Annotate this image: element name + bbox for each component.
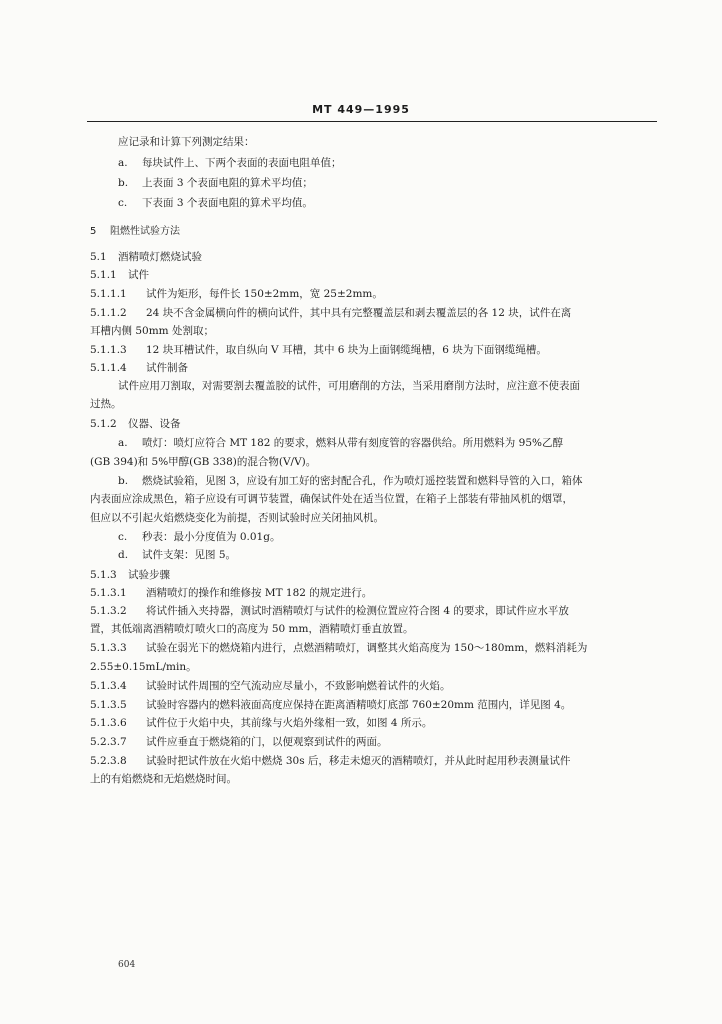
clause-5-1-3-3: 5.1.3.3 试验在弱光下的燃烧箱内进行，点燃酒精喷灯，调整其火焰高度为 150～180mm，燃料消耗为: [90, 642, 588, 654]
equipment-item-a-cont: (GB 394)和 5%甲醇(GB 338)的混合物(V/V)。: [90, 456, 317, 468]
clause-5-2-3-8-cont: 上的有焰燃烧和无焰燃烧时间。: [90, 773, 237, 785]
clause-5-1-3-2-cont: 置，其低端离酒精喷灯喷火口的高度为 50 mm，酒精喷灯垂直放置。: [90, 623, 414, 635]
equipment-item-c: c. 秒表：最小分度值为 0.01g。: [118, 531, 281, 543]
section-heading-5-1-3: 5.1.3 试验步骤: [90, 569, 170, 581]
section-heading-5-1-1: 5.1.1 试件: [90, 269, 149, 281]
paragraph-line: 过热。: [90, 398, 122, 410]
equipment-item-b-cont: 内表面应涂成黑色，箱子应设有可调节装置，确保试件处在适当位置，在箱子上部装有带抽风机的烟罩，: [90, 493, 573, 505]
clause-5-1-3-1: 5.1.3.1 酒精喷灯的操作和维修按 MT 182 的规定进行。: [90, 587, 373, 599]
clause-5-2-3-8: 5.2.3.8 试验时把试件放在火焰中燃烧 30s 后，移走未熄灭的酒精喷灯，并从此时起用秒表测量试件: [90, 755, 571, 767]
equipment-item-d: d. 试件支架：见图 5。: [118, 549, 237, 561]
result-item-b: b. 上表面 3 个表面电阻的算术平均值；: [118, 177, 313, 189]
paragraph-line: 试件应用刀割取，对需要割去覆盖胶的试件，可用磨削的方法，当采用磨削方法时，应注意不使表面: [118, 380, 580, 392]
intro-line: 应记录和计算下列测定结果：: [118, 136, 255, 148]
equipment-item-a: a. 喷灯：喷灯应符合 MT 182 的要求，燃料从带有刻度管的容器供给。所用燃料为 95%乙醇: [118, 437, 563, 449]
clause-5-1-1-4: 5.1.1.4 试件制备: [90, 362, 188, 374]
document-header: MT 449—1995: [312, 103, 410, 116]
clause-5-1-1-3: 5.1.1.3 12 块耳槽试件，取自纵向 V 耳槽，其中 6 块为上面钢缆绳槽，6 块为下面钢缆绳槽。: [90, 344, 547, 356]
clause-5-1-3-3-cont: 2.55±0.15mL/min。: [90, 661, 197, 673]
clause-5-2-3-7: 5.2.3.7 试件应垂直于燃烧箱的门，以便观察到试件的两面。: [90, 736, 388, 748]
result-item-a: a. 每块试件上、下两个表面的表面电阻单值；: [118, 157, 342, 169]
section-heading-5-1-2: 5.1.2 仪器、设备: [90, 418, 181, 430]
section-heading-5-1: 5.1 酒精喷灯燃烧试验: [90, 251, 202, 263]
clause-5-1-3-2: 5.1.3.2 将试件插入夹持器，测试时酒精喷灯与试件的检测位置应符合图 4 的要求，即试件应水平放: [90, 605, 569, 617]
section-heading-5: 5 阻燃性试验方法: [90, 226, 180, 237]
clause-5-1-1-1: 5.1.1.1 试件为矩形，每件长 150±2mm，宽 25±2mm。: [90, 288, 383, 300]
clause-5-1-1-2: 5.1.1.2 24 块不含金属横向件的横向试件，其中具有完整覆盖层和剥去覆盖层的各 12 块，试件在离: [90, 307, 572, 319]
clause-5-1-3-4: 5.1.3.4 试验时试件周围的空气流动应尽量小，不致影响燃着试件的火焰。: [90, 680, 451, 692]
clause-5-1-3-5: 5.1.3.5 试验时容器内的燃料液面高度应保持在距离酒精喷灯底部 760±20mm 范围内，详见图 4。: [90, 699, 572, 711]
page-number: 604: [118, 960, 136, 970]
equipment-item-b: b. 燃烧试验箱，见图 3，应设有加工好的密封配合孔，作为喷灯遥控装置和燃料导管的入口，箱体: [118, 475, 583, 487]
clause-5-1-3-6: 5.1.3.6 试件位于火焰中央，其前缘与火焰外缘相一致，如图 4 所示。: [90, 717, 433, 729]
equipment-item-b-cont: 但应以不引起火焰燃烧变化为前提，否则试验时应关闭抽风机。: [90, 512, 384, 524]
result-item-c: c. 下表面 3 个表面电阻的算术平均值。: [118, 197, 313, 209]
header-rule: [87, 121, 657, 122]
clause-5-1-1-2-cont: 耳槽内侧 50mm 处割取；: [90, 325, 214, 337]
